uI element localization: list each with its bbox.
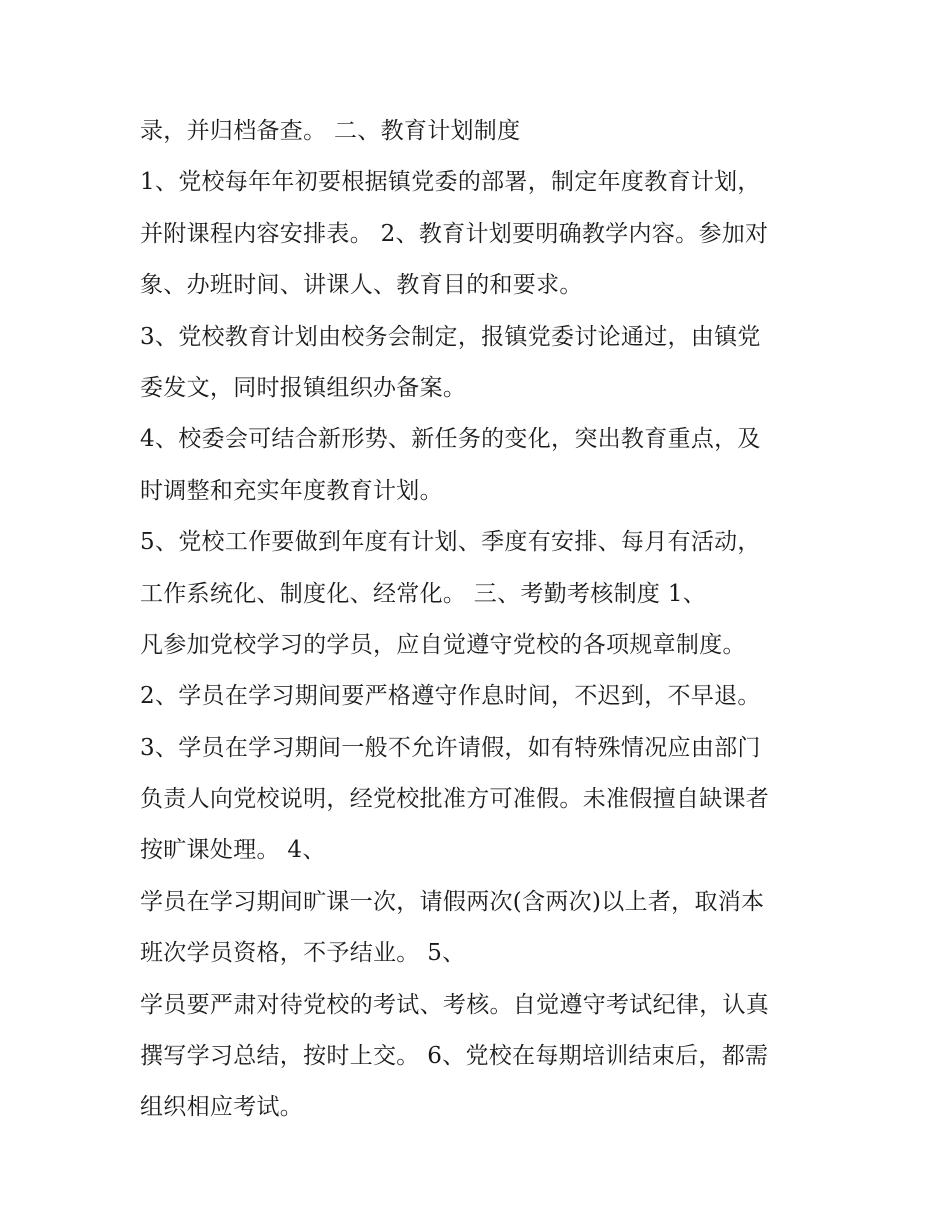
text-line: 工作系统化、制度化、经常化。 三、考勤考核制度 1、 xyxy=(140,580,707,607)
text-line: 撰写学习总结，按时上交。 6、党校在每期培训结束后，都需 xyxy=(140,1043,769,1070)
document-body xyxy=(140,106,840,1134)
text-line: 3、学员在学习期间一般不允许请假，如有特殊情况应由部门 xyxy=(140,734,761,761)
text-line: 按旷课处理。 4、 xyxy=(140,837,326,864)
text-line: 3、党校教育计划由校务会制定，报镇党委讨论通过，由镇党 xyxy=(140,323,761,350)
text-line: 组织相应考试。 xyxy=(140,1094,304,1121)
text-line: 委发文，同时报镇组织办备案。 xyxy=(140,374,467,401)
text-line: 班次学员资格，不予结业。 5、 xyxy=(140,940,466,967)
text-line: 时调整和充实年度教育计划。 xyxy=(140,477,443,504)
text-line: 学员要严肃对待党校的考试、考核。自觉遵守考试纪律，认真 xyxy=(140,991,770,1018)
text-line: 5、党校工作要做到年度有计划、季度有安排、每月有活动， xyxy=(140,529,761,556)
text-line: 凡参加党校学习的学员，应自觉遵守党校的各项规章制度。 xyxy=(140,631,746,658)
text-line: 录，并归档备查。 二、教育计划制度 xyxy=(140,118,521,144)
text-line: 1、党校每年年初要根据镇党委的部署，制定年度教育计划， xyxy=(140,169,761,196)
text-line: 并附课程内容安排表。 2、教育计划要明确教学内容。参加对 xyxy=(140,220,769,247)
text-line: 4、校委会可结合新形势、新任务的变化，突出教育重点，及 xyxy=(140,426,761,453)
text-line: 学员在学习期间旷课一次，请假两次(含两次)以上者，取消本 xyxy=(140,888,765,915)
text-line: 2、学员在学习期间要严格遵守作息时间，不迟到，不早退。 xyxy=(140,683,761,710)
text-line: 负责人向党校说明，经党校批准方可准假。未准假擅自缺课者 xyxy=(140,786,770,813)
text-line: 象、办班时间、讲课人、教育目的和要求。 xyxy=(140,272,583,299)
